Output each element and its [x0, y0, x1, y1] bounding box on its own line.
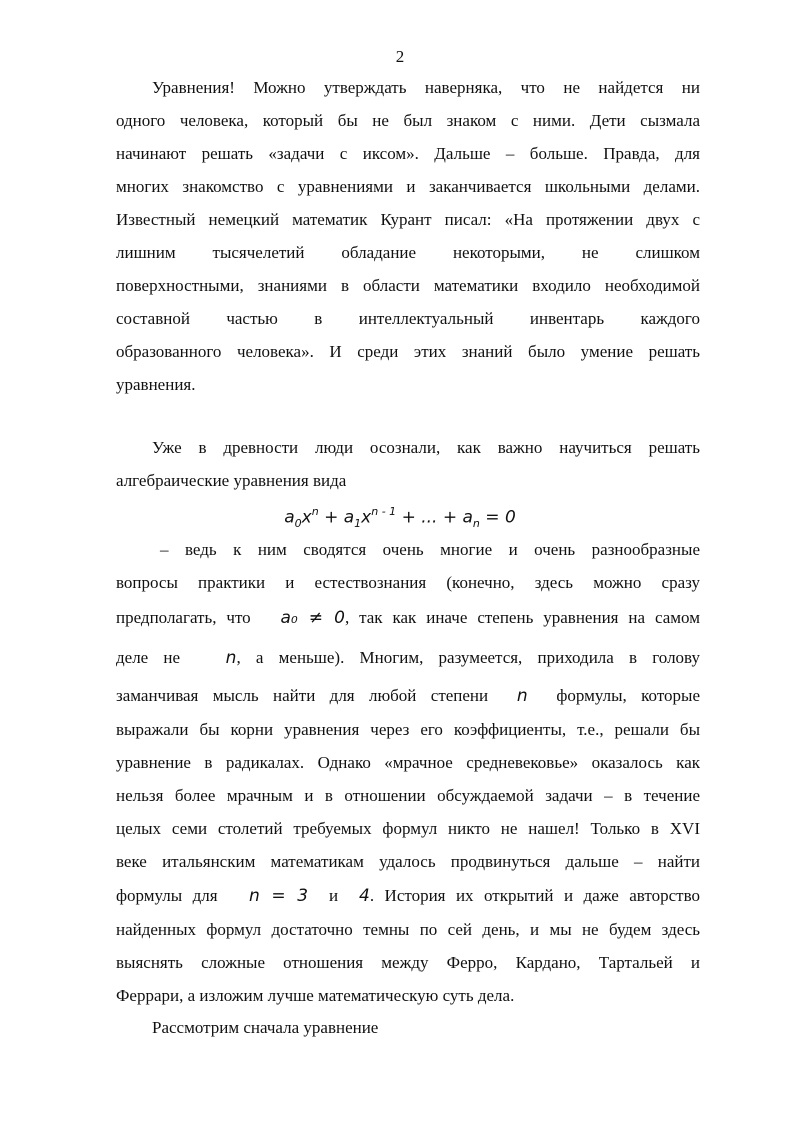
page-number: 2 [395, 47, 405, 66]
paragraph-3-line: Феррари, а изложим лучше математическую суть дела. [116, 986, 515, 1005]
paragraph-3-line: предполагать, что a₀ ≠ 0, так как иначе степень уравнения на самом [116, 608, 700, 628]
paragraph-3-line: – ведь к ним сводятся очень многие и очень разнообразные [160, 540, 700, 559]
paragraph-1-line: начинают решать «задачи с иксом». Дальше – больше. Правда, для [116, 144, 700, 163]
paragraph-3-line: вопросы практики и естествознания (конечно, здесь можно сразу [116, 573, 700, 592]
paragraph-1-line: Уравнения! Можно утверждать наверняка, что не найдется ни [152, 78, 700, 97]
polynomial-equation: $a_0x^n + a_1x^{n - 1}$ + ... + $a_n = 0$ [284, 505, 516, 531]
paragraph-2-line: Уже в древности люди осознали, как важно научиться решать [152, 438, 700, 457]
paragraph-3-line: выяснять сложные отношения между Ферро, Кардано, Тартальей и [116, 953, 700, 972]
paragraph-1-line: уравнения. [116, 375, 196, 394]
paragraph-4-line: Рассмотрим сначала уравнение [152, 1018, 379, 1037]
math-inline: a₀ ≠ 0 [280, 608, 345, 628]
paragraph-3-line: уравнение в радикалах. Однако «мрачное средневековье» оказалось как [116, 753, 700, 772]
math-inline: 4 [359, 886, 370, 906]
paragraph-1-line: одного человека, который бы не был знаком с ними. Дети сызмала [116, 111, 700, 130]
paragraph-3-line: выражали бы корни уравнения через его коэффициенты, т.е., решали бы [116, 720, 700, 739]
paragraph-3-line: заманчивая мысль найти для любой степени n формулы, которые [116, 686, 700, 706]
paragraph-3-line: деле не n, а меньше). Многим, разумеется, приходила в голову [116, 648, 701, 668]
paragraph-2-line: алгебраические уравнения вида [116, 471, 347, 490]
paragraph-1-line: поверхностными, знаниями в области математики входило необходимой [116, 276, 700, 295]
paragraph-1-line: образованного человека». И среди этих знаний было умение решать [116, 342, 700, 361]
paragraph-3-line: найденных формул достаточно темны по сей день, и мы не будем здесь [116, 920, 700, 939]
math-inline: n [225, 648, 237, 668]
paragraph-1-line: Известный немецкий математик Курант писал: «На протяжении двух с [116, 210, 700, 229]
paragraph-3-line: веке итальянским математикам удалось продвинуться дальше – найти [116, 852, 700, 871]
paragraph-3-line: целых семи столетий требуемых формул никто не нашел! Только в XVI [116, 819, 700, 838]
math-inline: n [516, 686, 528, 706]
paragraph-1-line: лишним тысячелетий обладание некоторыми, не слишком [116, 243, 700, 262]
paragraph-1-line: составной частью в интеллектуальный инвентарь каждого [116, 309, 700, 328]
paragraph-3-line: нельзя более мрачным и в отношении обсуждаемой задачи – в течение [116, 786, 700, 805]
math-inline: n = 3 [248, 886, 309, 906]
paragraph-3-line: формулы для n = 3 и 4. История их открытий и даже авторство [116, 886, 700, 906]
paragraph-1-line: многих знакомство с уравнениями и заканчивается школьными делами. [116, 177, 700, 196]
